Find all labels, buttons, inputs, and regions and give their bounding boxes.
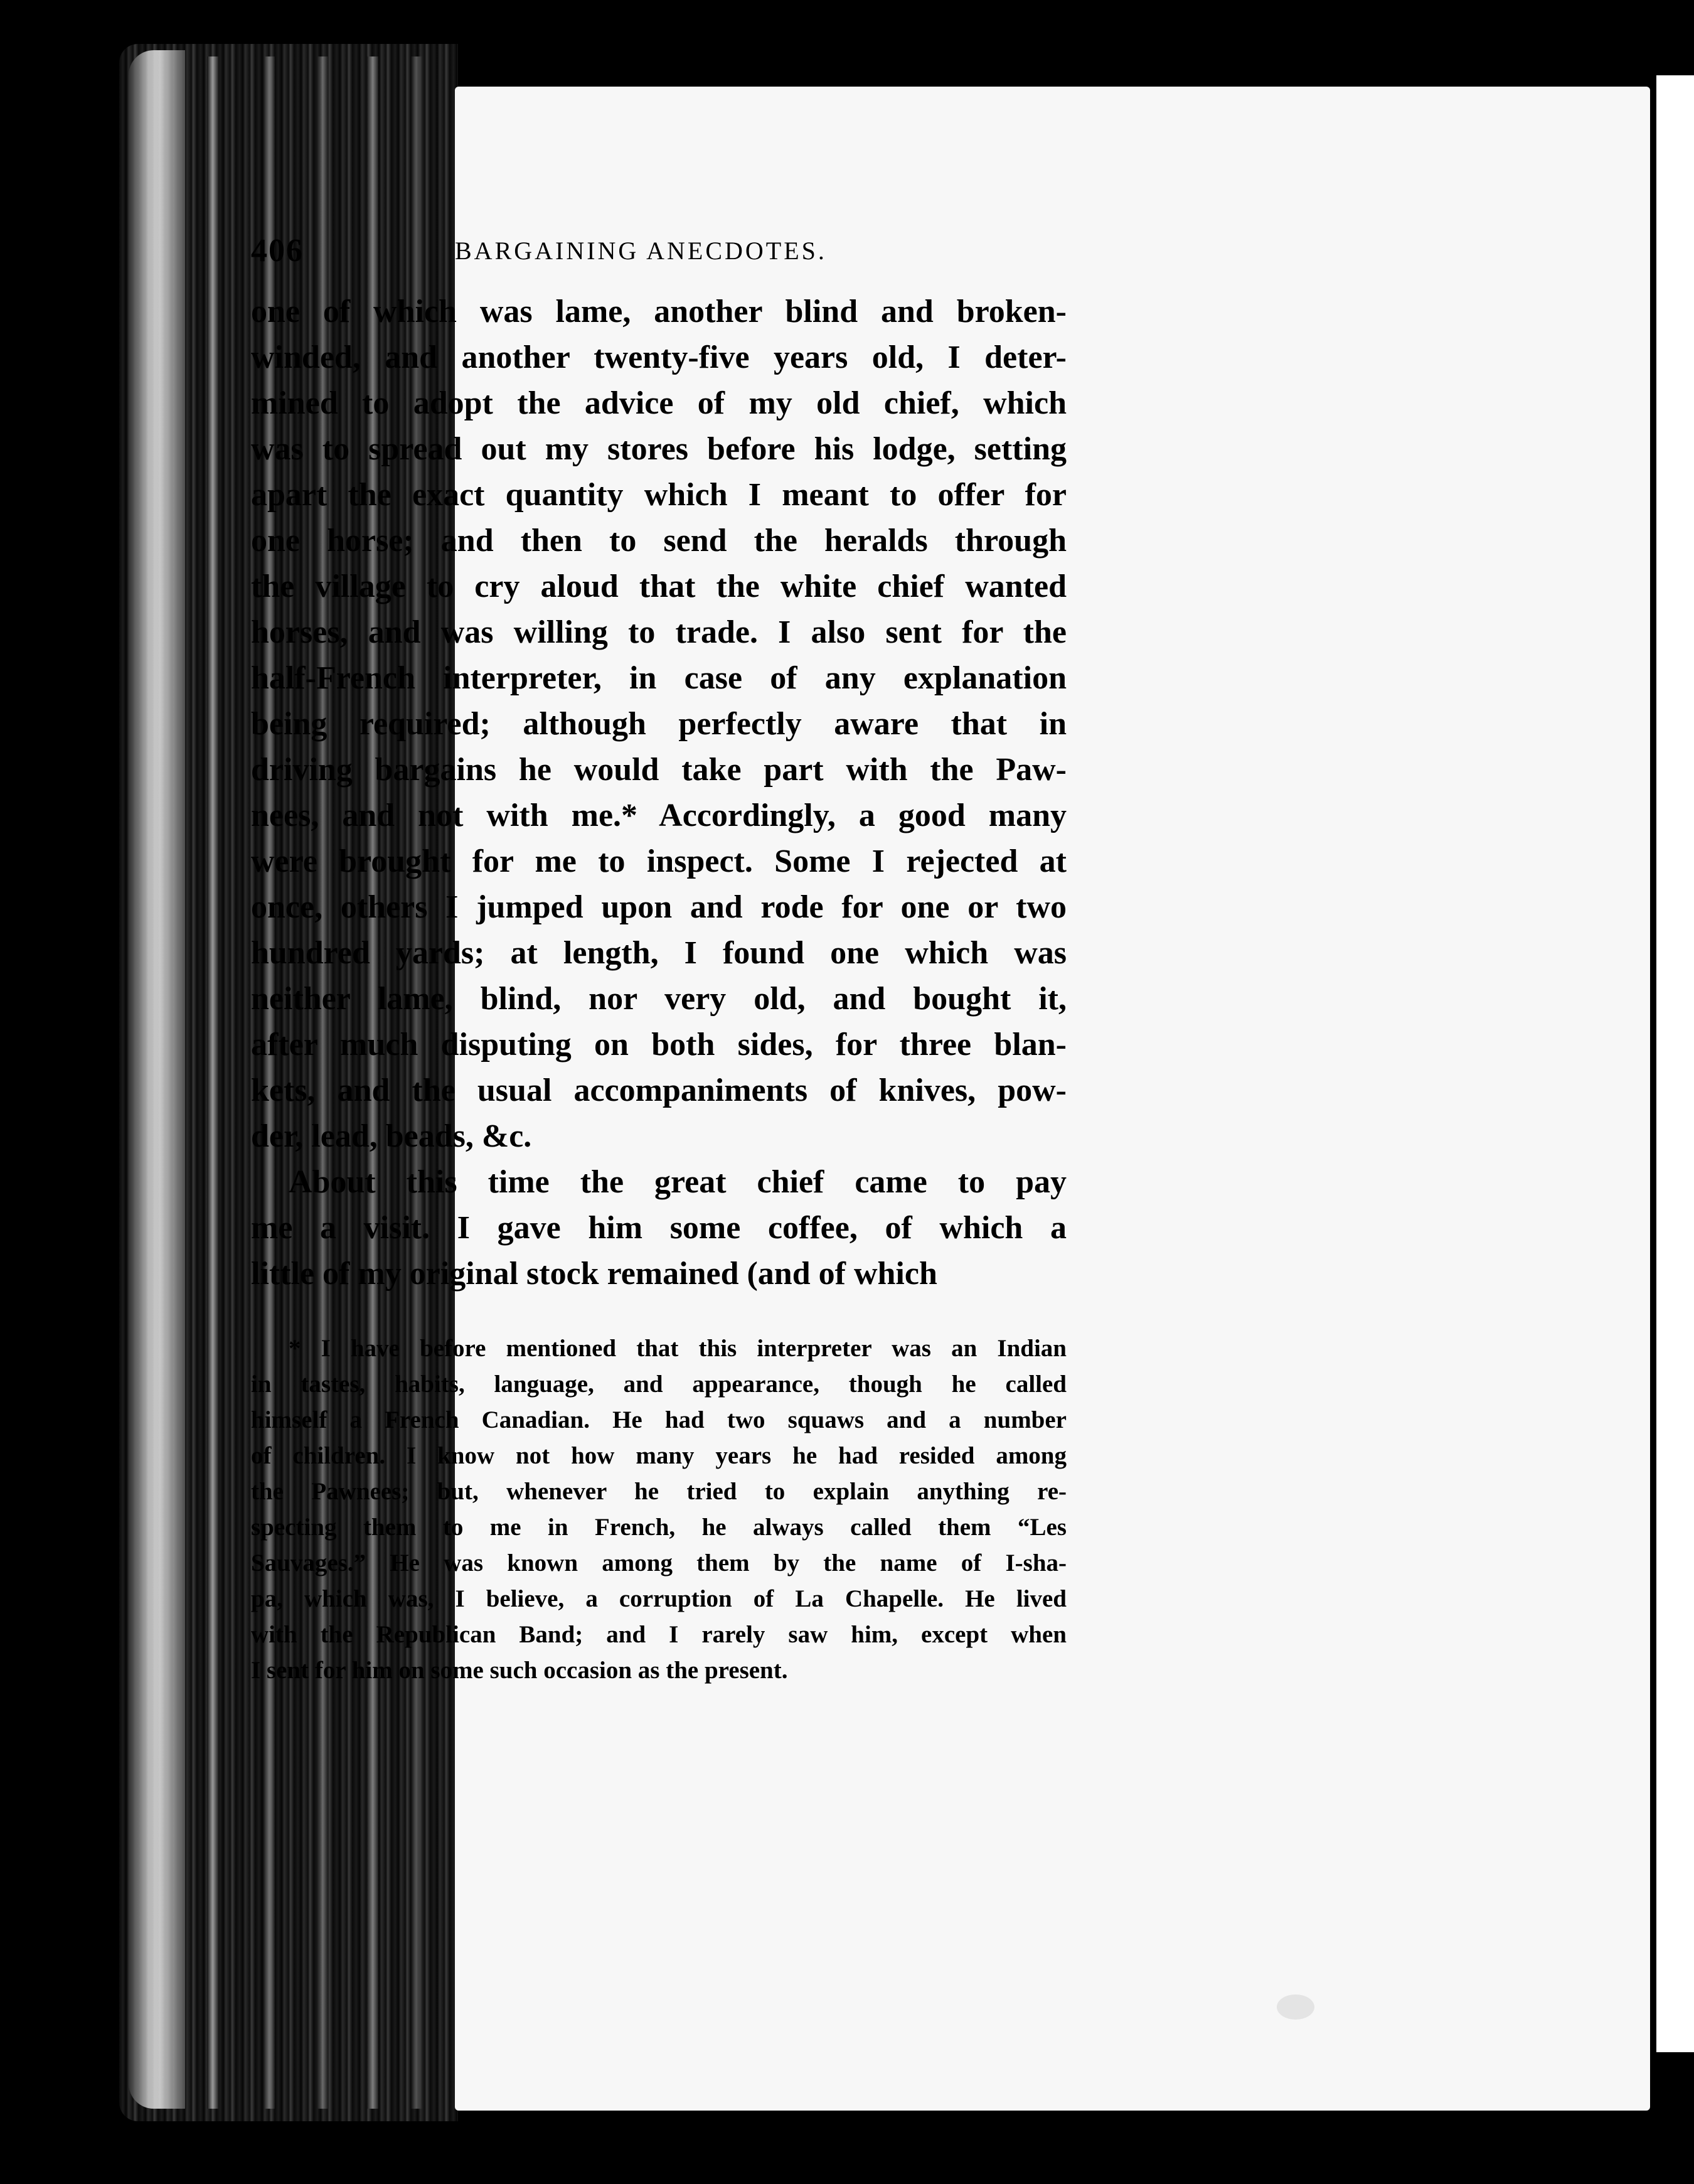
text-line: neither lame, blind, nor very old, and bought it, xyxy=(251,981,1067,1017)
footnote xyxy=(251,1330,1067,1688)
text-line: der, lead, beads, &c. xyxy=(251,1118,532,1154)
text-line: being required; although perfectly aware that in xyxy=(251,706,1067,742)
text-line: driving bargains he would take part with the Paw- xyxy=(251,752,1067,788)
footnote-line: of children. I know not how many years he had resided among xyxy=(251,1442,1067,1469)
footnote-line: pa, which was, I believe, a corruption of La Chapelle. He lived xyxy=(251,1585,1067,1612)
text-line: the village to cry aloud that the white chief wanted xyxy=(251,569,1067,604)
text-line: one of which was lame, another blind and broken- xyxy=(251,294,1067,329)
page-edge-strip xyxy=(207,56,218,2109)
page-number: 406 xyxy=(251,233,304,269)
paragraph xyxy=(251,289,1067,1159)
footnote-line: I sent for him on some such occasion as the present. xyxy=(251,1657,788,1684)
text-line: winded, and another twenty-five years old, I deter- xyxy=(251,340,1067,375)
text-line: mined to adopt the advice of my old chief, which xyxy=(251,385,1067,421)
text-line: me a visit. I gave him some coffee, of which a xyxy=(251,1210,1067,1246)
text-line: were brought for me to inspect. Some I rejected at xyxy=(251,843,1067,879)
text-line: apart the exact quantity which I meant to offer for xyxy=(251,477,1067,513)
text-line: nees, and not with me.* Accordingly, a good many xyxy=(251,798,1067,833)
text-line: was to spread out my stores before his lodge, setting xyxy=(251,431,1067,467)
body-text xyxy=(251,289,1067,1297)
text-line: once, others I jumped upon and rode for one or two xyxy=(251,889,1067,925)
running-head: BARGAINING ANECDOTES. xyxy=(455,237,827,265)
footnote-line: Sauvages.” He was known among them by the name of I-sha- xyxy=(251,1550,1067,1576)
page-header xyxy=(251,232,1180,282)
book-cover-edge xyxy=(129,50,185,2109)
footnote-line: specting them to me in French, he always called them “Les xyxy=(251,1514,1067,1541)
text-line: horses, and was willing to trade. I also sent for the xyxy=(251,614,1067,650)
facing-page-edge xyxy=(1656,75,1694,2052)
text-line: half-French interpreter, in case of any explanation xyxy=(251,660,1067,696)
footnote-line: in tastes, habits, language, and appearance, though he called xyxy=(251,1371,1067,1398)
footnote-line: himself a French Canadian. He had two squaws and a number xyxy=(251,1406,1067,1433)
text-line: kets, and the usual accompaniments of knives, pow- xyxy=(251,1073,1067,1108)
footnote-line: the Pawnees; but, whenever he tried to explain anything re- xyxy=(251,1478,1067,1505)
footnote-line: * I have before mentioned that this interpreter was an Indian xyxy=(289,1335,1067,1362)
paper-smudge xyxy=(1277,1994,1314,2020)
paragraph xyxy=(251,1159,1067,1297)
text-line: after much disputing on both sides, for three blan- xyxy=(251,1027,1067,1063)
text-line: one horse; and then to send the heralds through xyxy=(251,523,1067,559)
footnote-line: with the Republican Band; and I rarely saw him, except when xyxy=(251,1621,1067,1648)
text-line: About this time the great chief came to pay xyxy=(289,1164,1067,1200)
text-line: little of my original stock remained (and of which xyxy=(251,1256,937,1292)
text-line: hundred yards; at length, I found one which was xyxy=(251,935,1067,971)
